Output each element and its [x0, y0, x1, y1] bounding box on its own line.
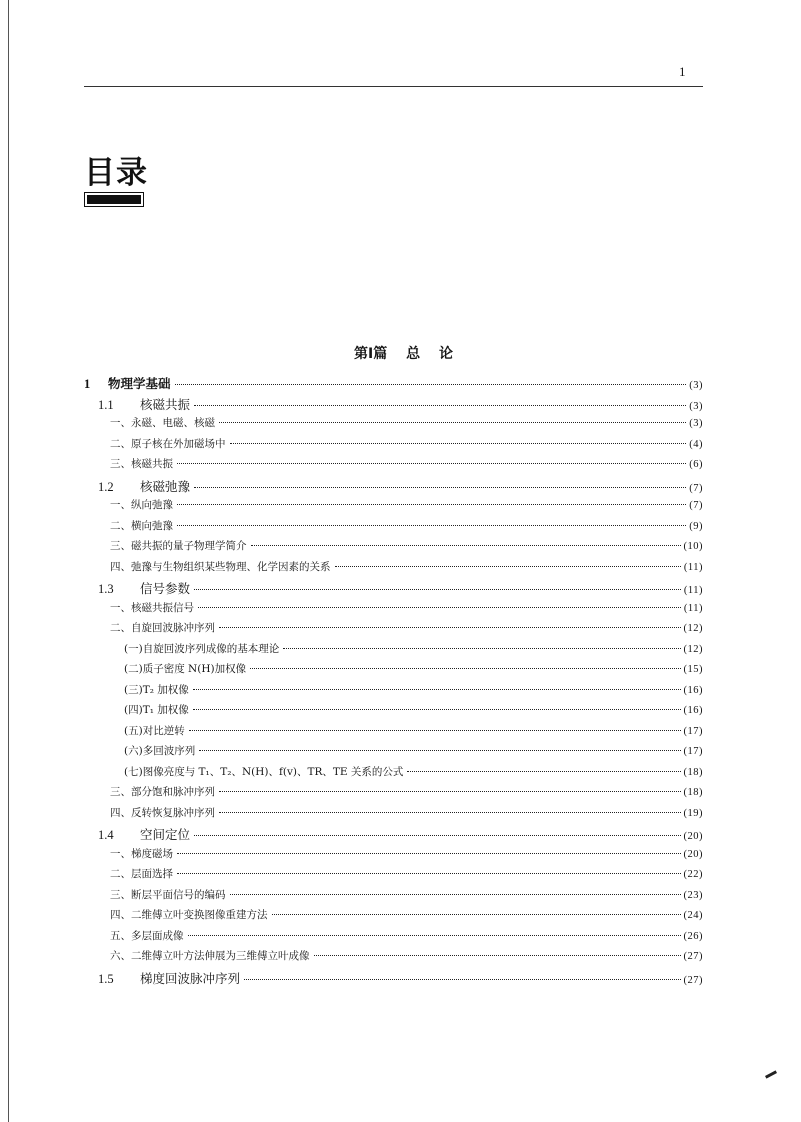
- dot-leader: [251, 545, 681, 546]
- toc-entry[interactable]: [84, 723, 703, 744]
- toc-entry-text: 六、二维傅立叶方法伸展为三维傅立叶成像: [110, 950, 310, 962]
- toc-entry-label: [110, 415, 215, 430]
- toc-entry-text: 二、横向弛豫: [110, 519, 173, 532]
- toc-entry-label: [98, 477, 190, 495]
- toc-entry[interactable]: [84, 825, 703, 846]
- toc-entry-label: [110, 497, 173, 512]
- toc-entry[interactable]: [84, 620, 703, 641]
- toc-entry-text: 一、梯度磁场: [110, 847, 173, 860]
- toc-entry-page: (3): [689, 400, 703, 412]
- toc-entry-page: (23): [683, 889, 703, 901]
- toc-entry-number: 1: [84, 377, 91, 391]
- dot-leader: [189, 730, 681, 731]
- toc-entry[interactable]: [84, 415, 703, 436]
- toc-entry-page: (24): [683, 910, 703, 921]
- dot-leader: [194, 487, 686, 488]
- dot-leader: [194, 405, 686, 406]
- dot-leader: [219, 627, 681, 628]
- toc-entry-page: (17): [683, 725, 703, 737]
- toc-entry-label: [124, 702, 189, 717]
- dot-leader: [272, 914, 681, 915]
- toc-entry[interactable]: [84, 969, 703, 990]
- toc-entry-label: [110, 907, 268, 922]
- toc-entry-label: [110, 620, 215, 635]
- toc-entry[interactable]: [84, 395, 703, 416]
- toc-entry-label: [124, 682, 189, 697]
- dot-leader: [230, 443, 687, 444]
- toc-entry-text: 四、反转恢复脉冲序列: [110, 806, 215, 819]
- toc-entry[interactable]: [84, 456, 703, 477]
- toc-entry-text: 信号参数: [140, 581, 191, 596]
- toc-entry-label: [124, 661, 246, 676]
- toc-entry[interactable]: [84, 661, 703, 682]
- toc-entry-text: (三)T₂ 加权像: [124, 683, 189, 696]
- table-of-contents: [84, 374, 703, 989]
- toc-entry-text: 二、原子核在外加磁场中: [110, 437, 226, 450]
- dot-leader: [335, 566, 681, 567]
- toc-entry-page: (9): [689, 520, 703, 532]
- dot-leader: [244, 979, 680, 980]
- part-heading: 第Ⅰ篇 总 论: [354, 346, 453, 362]
- toc-entry[interactable]: [84, 866, 703, 887]
- toc-entry-page: (16): [683, 684, 703, 696]
- toc-entry[interactable]: [84, 784, 703, 805]
- dot-leader: [177, 525, 686, 526]
- dot-leader: [219, 791, 681, 792]
- dot-leader: [194, 589, 681, 590]
- toc-entry-text: 梯度回波脉冲序列: [140, 970, 241, 986]
- dot-leader: [198, 607, 681, 608]
- toc-entry-page: (22): [683, 869, 703, 880]
- toc-entry-label: [110, 600, 194, 615]
- toc-entry-number: 1.3: [98, 582, 114, 596]
- toc-entry-text: (五)对比逆转: [124, 724, 185, 737]
- toc-entry-page: (4): [689, 438, 703, 450]
- toc-entry-text: (二)质子密度 N(H)加权像: [124, 663, 247, 675]
- toc-entry[interactable]: [84, 538, 703, 559]
- toc-entry-page: (15): [683, 664, 703, 675]
- toc-entry-text: 三、核磁共振: [110, 458, 173, 470]
- dot-leader: [177, 853, 681, 854]
- dot-leader: [177, 463, 686, 464]
- toc-entry[interactable]: [84, 518, 703, 539]
- toc-entry-label: [124, 723, 185, 738]
- toc-entry[interactable]: [84, 948, 703, 969]
- toc-entry-page: (3): [689, 418, 703, 429]
- toc-entry-text: 三、磁共振的量子物理学简介: [110, 540, 247, 552]
- toc-entry-text: 三、断层平面信号的编码: [110, 888, 226, 901]
- toc-entry-page: (7): [689, 500, 703, 511]
- toc-entry-text: 一、纵向弛豫: [110, 499, 173, 511]
- toc-entry-page: (12): [683, 643, 703, 655]
- toc-entry-label: [110, 518, 173, 533]
- toc-entry[interactable]: [84, 887, 703, 908]
- toc-entry-text: 物理学基础: [108, 376, 171, 391]
- toc-entry[interactable]: [84, 477, 703, 498]
- toc-entry-page: (20): [683, 831, 703, 842]
- toc-entry-page: (26): [683, 930, 703, 942]
- toc-entry-text: 一、永磁、电磁、核磁: [110, 417, 215, 429]
- toc-entry[interactable]: [84, 846, 703, 867]
- toc-title: 目录: [84, 155, 148, 191]
- dot-leader: [193, 709, 681, 710]
- toc-entry-label: [110, 784, 215, 799]
- toc-entry-text: (六)多回波序列: [124, 745, 196, 757]
- toc-entry[interactable]: [84, 928, 703, 949]
- toc-entry[interactable]: [84, 559, 703, 580]
- corner-scan-mark: [765, 1070, 777, 1078]
- toc-entry-label: [110, 559, 331, 574]
- toc-entry-page: (6): [689, 459, 703, 470]
- toc-entry-number: 1.2: [98, 479, 114, 494]
- dot-leader: [230, 894, 681, 895]
- dot-leader: [219, 422, 686, 423]
- dot-leader: [219, 812, 681, 813]
- toc-entry-page: (18): [683, 766, 703, 778]
- toc-entry-page: (20): [683, 848, 703, 860]
- toc-entry-label: [110, 456, 173, 471]
- toc-entry-page: (17): [683, 746, 703, 757]
- toc-entry-page: (27): [683, 951, 703, 962]
- page-number: 1: [679, 64, 686, 79]
- toc-entry-page: (16): [683, 705, 703, 716]
- toc-entry-text: 二、层面选择: [110, 868, 173, 880]
- toc-entry-text: 核磁弛豫: [140, 478, 191, 494]
- toc-entry-label: [110, 866, 173, 881]
- toc-entry-text: 四、二维傅立叶变换图像重建方法: [110, 909, 268, 921]
- toc-entry-text: 核磁共振: [140, 396, 191, 412]
- toc-entry-page: (10): [683, 541, 703, 552]
- toc-entry-label: [98, 969, 240, 987]
- toc-entry-number: 1.4: [98, 828, 114, 842]
- toc-entry-label: [110, 538, 247, 553]
- toc-entry-number: 1.1: [98, 397, 114, 412]
- toc-entry-label: [110, 948, 310, 963]
- toc-entry-text: 三、部分饱和脉冲序列: [110, 786, 215, 798]
- toc-entry-page: (11): [683, 602, 703, 614]
- toc-entry-text: 一、核磁共振信号: [110, 601, 194, 614]
- toc-entry[interactable]: [84, 682, 703, 703]
- toc-entry-number: 1.5: [98, 971, 114, 986]
- toc-entry[interactable]: [84, 805, 703, 826]
- toc-entry-page: (27): [683, 974, 703, 986]
- title-decoration-bar: [84, 192, 144, 207]
- toc-entry-page: (11): [683, 561, 703, 573]
- toc-entry-label: [110, 928, 184, 943]
- toc-entry[interactable]: [84, 600, 703, 621]
- dot-leader: [283, 648, 680, 649]
- dot-leader: [177, 504, 686, 505]
- toc-entry-text: 四、弛豫与生物组织某些物理、化学因素的关系: [110, 560, 331, 573]
- toc-entry-text: 五、多层面成像: [110, 929, 184, 942]
- toc-entry[interactable]: [84, 436, 703, 457]
- toc-entry-text: 空间定位: [140, 827, 191, 842]
- toc-entry-page: (18): [683, 787, 703, 798]
- toc-entry-label: [124, 764, 403, 779]
- toc-entry-label: [110, 805, 215, 820]
- toc-entry-label: [110, 887, 226, 902]
- toc-entry-page: (19): [683, 807, 703, 819]
- toc-entry-text: (一)自旋回波序列成像的基本理论: [124, 642, 280, 655]
- toc-entry-label: [98, 395, 190, 413]
- toc-entry-label: [124, 743, 195, 758]
- toc-entry-page: (12): [683, 623, 703, 634]
- dot-leader: [194, 835, 680, 836]
- toc-entry-label: [98, 579, 190, 597]
- toc-entry[interactable]: [84, 579, 703, 600]
- dot-leader: [177, 873, 681, 874]
- dot-leader: [199, 750, 680, 751]
- toc-entry-label: [84, 374, 171, 392]
- toc-entry-text: 二、自旋回波脉冲序列: [110, 622, 215, 634]
- toc-entry[interactable]: [84, 374, 703, 395]
- toc-entry-label: [124, 641, 279, 656]
- dot-leader: [175, 384, 687, 385]
- dot-leader: [314, 955, 681, 956]
- toc-entry-label: [110, 846, 173, 861]
- toc-entry-page: (11): [683, 585, 703, 596]
- toc-entry[interactable]: [84, 702, 703, 723]
- toc-entry[interactable]: [84, 743, 703, 764]
- toc-entry-page: (3): [689, 380, 703, 391]
- dot-leader: [188, 935, 681, 936]
- toc-entry-text: (七)图像亮度与 T₁、T₂、N(H)、f(v)、TR、TE 关系的公式: [124, 765, 404, 778]
- dot-leader: [250, 668, 680, 669]
- toc-entry[interactable]: [84, 641, 703, 662]
- dot-leader: [193, 689, 681, 690]
- toc-entry[interactable]: [84, 907, 703, 928]
- left-margin-rule: [8, 0, 9, 1122]
- toc-entry[interactable]: [84, 497, 703, 518]
- toc-entry-label: [110, 436, 226, 451]
- toc-entry[interactable]: [84, 764, 703, 785]
- header-rule: [84, 86, 703, 87]
- toc-entry-label: [98, 825, 190, 843]
- toc-entry-page: (7): [689, 482, 703, 494]
- dot-leader: [407, 771, 680, 772]
- toc-entry-text: (四)T₁ 加权像: [124, 704, 189, 716]
